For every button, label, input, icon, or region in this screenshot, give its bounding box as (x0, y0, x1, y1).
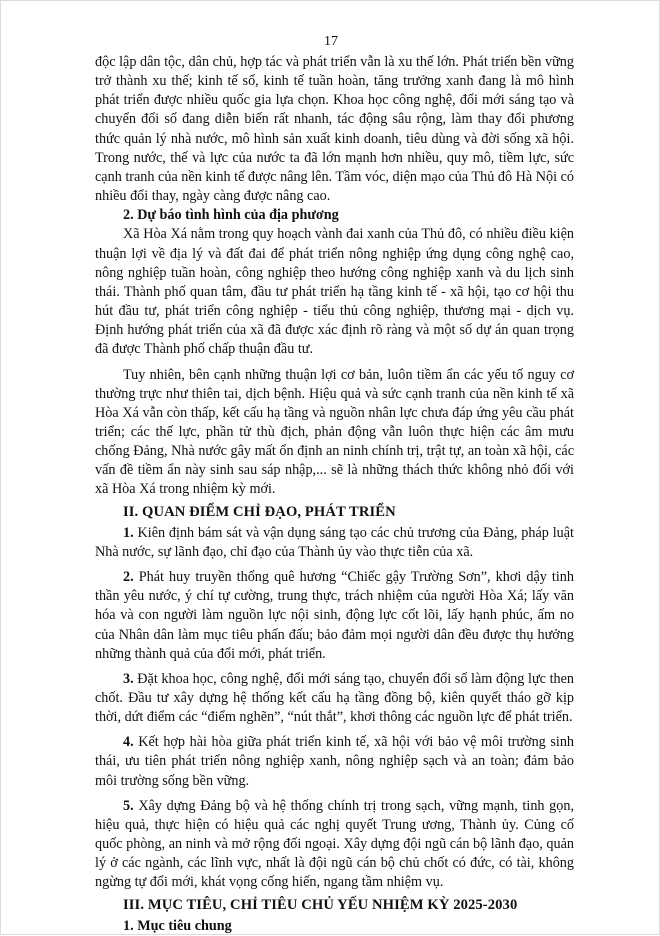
paragraph-number: 3. (123, 670, 134, 687)
document-body (95, 53, 574, 936)
numbered-paragraph (95, 670, 574, 727)
numbered-paragraph (95, 733, 574, 790)
body-paragraph: Tuy nhiên, bên cạnh những thuận lợi cơ bản, luôn tiềm ẩn các yếu tố nguy cơ thường trực như thiên tai, dịch bệnh. Hiệu quả và sức cạnh tranh của nền kinh tế xã Hòa Xá vẫn còn thấp, kết cấu hạ tầng và nguồn nhân lực chưa đáp ứng yêu cầu phát triển; các thế lực, phần tử thù địch, phản động vẫn luôn thực hiện các âm mưu chống Đảng, Nhà nước gây mất ổn định an ninh chính trị, trật tự, an toàn xã hội, các vấn đề tiềm ẩn này sinh sau sáp nhập,... sẽ là những thách thức không nhỏ đối với xã Hòa Xá trong nhiệm kỳ mới. (95, 366, 574, 498)
numbered-paragraph (95, 797, 574, 893)
subsection-heading: 1. Mục tiêu chung (123, 917, 232, 934)
paragraph-number: 1. (123, 524, 134, 541)
paragraph-number: 5. (123, 797, 134, 814)
numbered-paragraph (95, 524, 574, 562)
paragraph-text: Xây dựng Đảng bộ và hệ thống chính trị trong sạch, vững mạnh, tinh gọn, hiệu quả, thực hiện có hiệu quả các nghị quyết Trung ương, Thành ủy. Củng cố quốc phòng, an ninh và mở rộng đối ngoại. Xây dựng đội ngũ cán bộ lãnh đạo, quản lý ở các ngành, các lĩnh vực, nhất là đội ngũ cán bộ chủ chốt có đức, có tài, không ngừng tự đổi mới, khát vọng cống hiến, ngang tầm nhiệm vụ. (95, 797, 574, 891)
paragraph-text: Kết hợp hài hòa giữa phát triển kinh tế, xã hội với bảo vệ môi trường sinh thái, ưu tiên phát triển nông nghiệp xanh, nông nghiệp sạch và an toàn; đảm bảo môi trường sống bền vững. (95, 734, 575, 789)
body-paragraph: Xã Hòa Xá nằm trong quy hoạch vành đai xanh của Thủ đô, có nhiều điều kiện thuận lợi về địa lý và đất đai để phát triển nông nghiệp ứng dụng công nghệ cao, nông nghiệp tuần hoàn, công nghiệp theo hướng công nghiệp xanh và du lịch sinh thái. Thành phố quan tâm, đầu tư phát triển hạ tầng kinh tế - xã hội, tạo cơ hội thu hút đầu tư, phát triển công nghiệp - tiểu thủ công nghiệp, thương mại - dịch vụ. Định hướng phát triển của xã đã được xác định rõ ràng và một số dự án quan trọng đã được Thành phố chấp thuận đầu tư. (95, 226, 574, 358)
paragraph-number: 4. (123, 734, 134, 751)
paragraph-text: Kiên định bám sát và vận dụng sáng tạo các chủ trương của Đảng, pháp luật Nhà nước, sự lãnh đạo, chỉ đạo của Thành ủy vào thực tiễn của xã. (95, 524, 575, 560)
paragraph-text: Đặt khoa học, công nghệ, đổi mới sáng tạo, chuyển đổi số làm động lực then chốt. Đầu tư xây dựng hệ thống kết cấu hạ tầng đồng bộ, kiên quyết tháo gỡ kịp thời, dứt điểm các “điểm nghẽn”, “nút thắt”, khơi thông các nguồn lực để phát triển. (95, 670, 575, 726)
body-paragraph: độc lập dân tộc, dân chủ, hợp tác và phát triển vẫn là xu thế lớn. Phát triển bền vững trở thành xu thế; kinh tế số, kinh tế tuần hoàn, tăng trưởng xanh đang là mô hình phát triển được nhiều quốc gia lựa chọn. Khoa học công nghệ, đổi mới sáng tạo và chuyển đổi số đang diễn biến rất nhanh, tác động sâu rộng, làm thay đổi phương thức quản lý nhà nước, mô hình sản xuất kinh doanh, tiêu dùng và đời sống xã hội. Trong nước, thế và lực của nước ta đã lớn mạnh hơn nhiều, quy mô, tiềm lực, sức cạnh tranh của nền kinh tế được nâng lên. Tầm vóc, diện mạo của Thủ đô Hà Nội có nhiều đổi thay, ngày càng được nâng cao. (95, 54, 574, 205)
page-number: 17 (324, 34, 338, 49)
subsection-heading: 2. Dự báo tình hình của địa phương (123, 207, 339, 224)
section-heading: II. QUAN ĐIỂM CHỈ ĐẠO, PHÁT TRIỂN (123, 503, 396, 520)
section-heading: III. MỤC TIÊU, CHỈ TIÊU CHỦ YẾU NHIỆM KỲ 2025-2030 (123, 896, 518, 913)
numbered-paragraph (95, 568, 574, 664)
paragraph-number: 2. (123, 569, 134, 586)
paragraph-text: Phát huy truyền thống quê hương “Chiếc gậy Trường Sơn”, khơi dậy tinh thần yêu nước, ý chí tự cường, trung thực, trách nhiệm của người Hòa Xá; lấy văn hóa và con người làm nguồn lực nội sinh, động lực cốt lõi, lấy hạnh phúc, ấm no của Nhân dân làm mục tiêu phấn đấu; bảo đảm mọi người dân đều được thụ hưởng những thành quả của đổi mới, phát triển. (95, 569, 574, 662)
